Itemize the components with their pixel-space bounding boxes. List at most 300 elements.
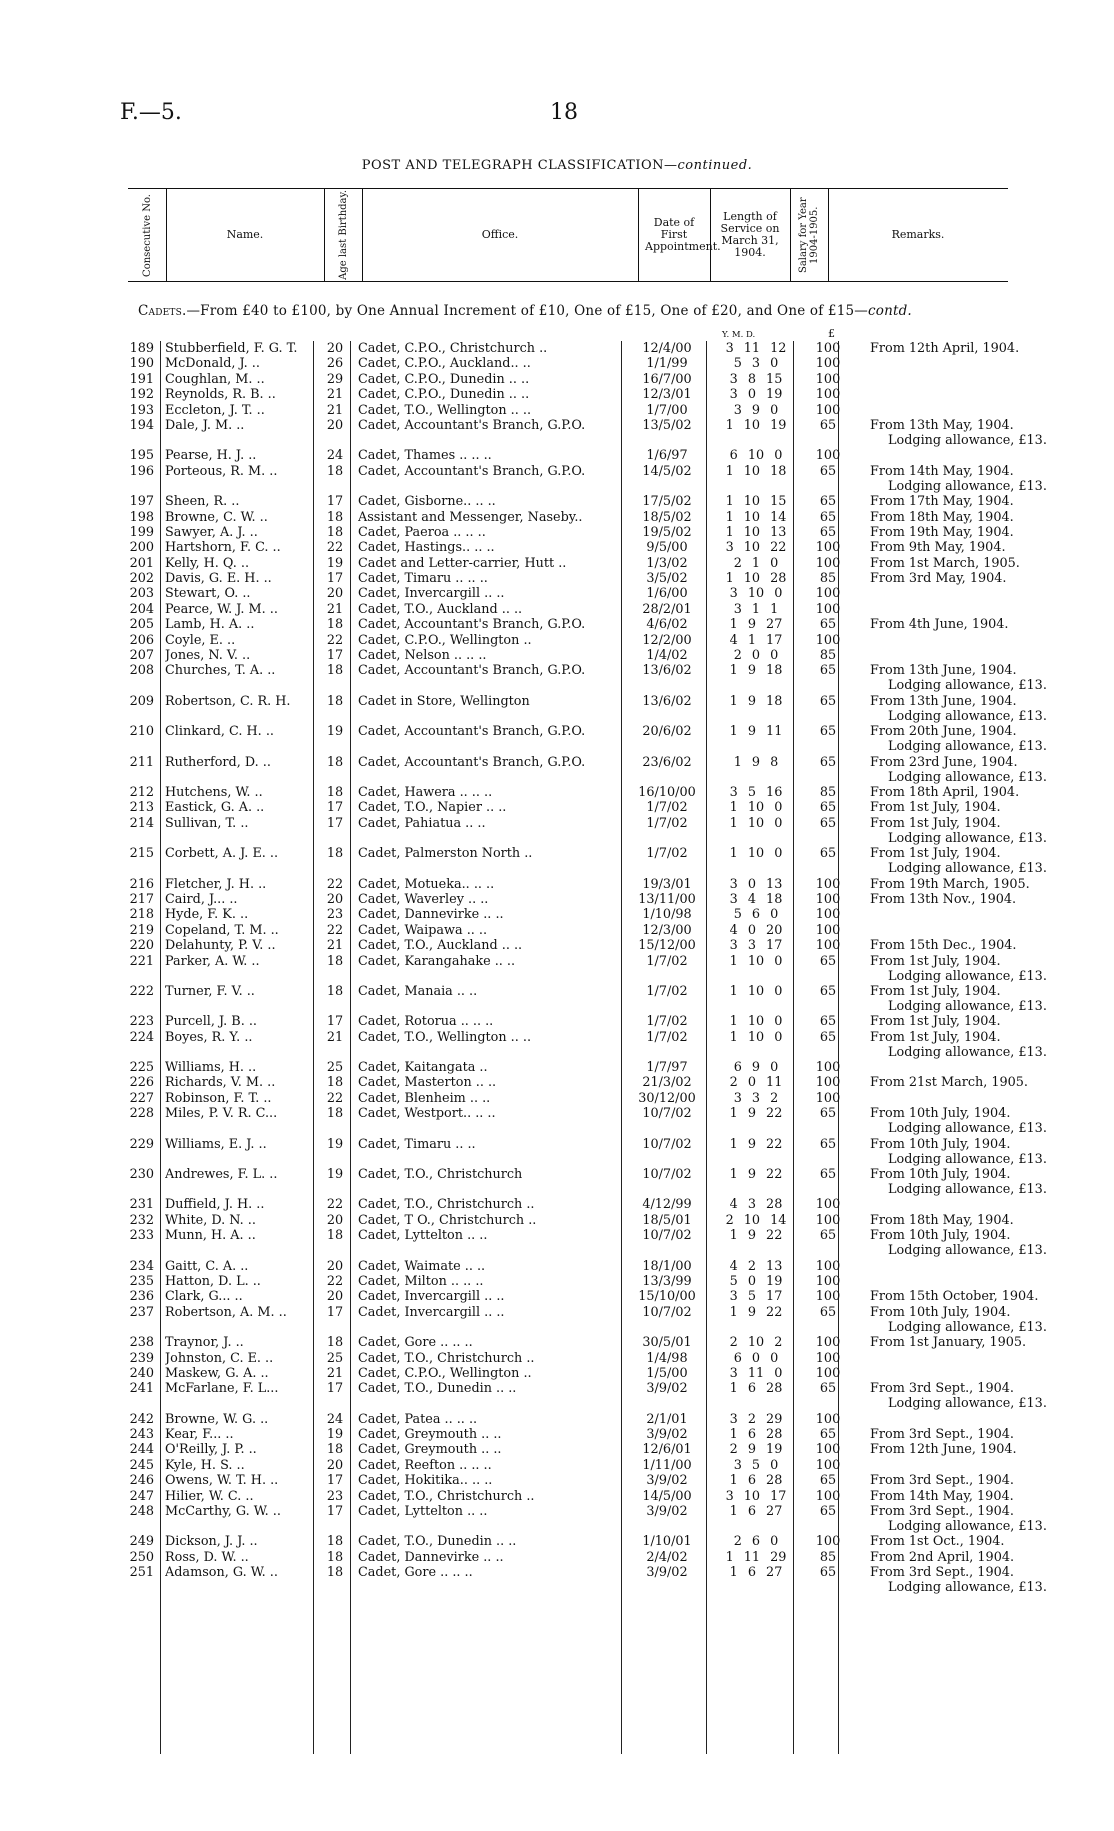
table-row xyxy=(118,1351,1018,1366)
cell-age: 22 xyxy=(326,922,344,938)
cell-date: 18/1/00 xyxy=(642,1258,692,1274)
cell-rem: From 13th June, 1904. xyxy=(870,663,1017,679)
cell-name: Delahunty, P. V. .. xyxy=(165,938,276,954)
cell-age: 24 xyxy=(326,1411,344,1427)
cell-rem: From 20th June, 1904. xyxy=(870,724,1017,740)
cell-name: Andrewes, F. L. .. xyxy=(165,1167,278,1183)
cell-date: 3/9/02 xyxy=(646,1504,688,1520)
cell-office: Cadet, Gore .. .. .. xyxy=(358,1565,473,1581)
table-row xyxy=(118,633,1018,648)
table-row xyxy=(118,448,1018,463)
cell-age: 21 xyxy=(326,938,344,954)
cell-office: Cadet, Dannevirke .. .. xyxy=(358,907,504,923)
cell-rem: From 17th May, 1904. xyxy=(870,494,1014,510)
cell-name: Robertson, C. R. H. xyxy=(165,693,291,709)
cell-date: 1/10/01 xyxy=(642,1534,692,1550)
cell-office: Cadet, Invercargill .. .. xyxy=(358,1304,505,1320)
cell-sal: 100 xyxy=(815,907,841,923)
table-row xyxy=(118,1106,1047,1137)
cell-len: 2 10 14 xyxy=(725,1212,787,1228)
cell-sal: 100 xyxy=(815,540,841,556)
cell-date: 4/12/99 xyxy=(642,1197,692,1213)
cell-office: Cadet, Timaru .. .. xyxy=(358,1136,476,1152)
cell-no: 240 xyxy=(129,1365,154,1381)
cell-office: Cadet, Blenheim .. .. xyxy=(358,1090,491,1106)
cell-date: 1/7/02 xyxy=(646,983,688,999)
table-row xyxy=(118,556,1018,571)
cell-len: 3 4 18 xyxy=(729,891,783,907)
cell-sal: 65 xyxy=(819,1014,837,1030)
cell-age: 18 xyxy=(326,463,344,479)
cell-name: Kelly, H. Q. .. xyxy=(165,555,250,571)
cell-office: Cadet, T O., Christchurch .. xyxy=(358,1212,537,1228)
cell-age: 21 xyxy=(326,387,344,403)
cell-age: 20 xyxy=(326,1258,344,1274)
cell-name: Ross, D. W. .. xyxy=(165,1549,249,1565)
cell-no: 232 xyxy=(129,1212,154,1228)
cell-office: Cadet, T.O., Dunedin .. .. xyxy=(358,1381,517,1397)
cell-len: 1 9 22 xyxy=(729,1228,783,1244)
cell-sal: 65 xyxy=(819,983,837,999)
cell-rem2: Lodging allowance, £13. xyxy=(888,968,1047,984)
cell-sal: 65 xyxy=(819,724,837,740)
table-row xyxy=(118,602,1018,617)
cell-name: Dickson, J. J. .. xyxy=(165,1534,258,1550)
cell-age: 20 xyxy=(326,891,344,907)
table-row xyxy=(118,1427,1018,1442)
cell-sal: 85 xyxy=(819,648,837,664)
cell-name: McDonald, J. .. xyxy=(165,356,260,372)
table-row xyxy=(118,417,1047,448)
cell-date: 1/7/02 xyxy=(646,953,688,969)
cell-len: 3 11 0 xyxy=(729,1365,783,1381)
cell-no: 224 xyxy=(129,1029,154,1045)
cell-rem2: Lodging allowance, £13. xyxy=(888,1396,1047,1412)
cell-office: Cadet, C.P.O., Dunedin .. .. xyxy=(358,387,530,403)
cell-len: 3 5 17 xyxy=(729,1289,783,1305)
cell-no: 200 xyxy=(129,540,154,556)
page-title xyxy=(0,158,1114,173)
cell-age: 22 xyxy=(326,632,344,648)
cell-age: 17 xyxy=(326,1504,344,1520)
table-row xyxy=(118,1335,1027,1351)
cell-date: 1/7/97 xyxy=(646,1060,688,1076)
cell-no: 221 xyxy=(129,953,154,969)
cell-no: 244 xyxy=(129,1442,154,1458)
cell-sal: 100 xyxy=(815,402,841,418)
table-row xyxy=(118,754,1047,785)
table-row xyxy=(118,356,1018,371)
cell-no: 234 xyxy=(129,1258,154,1274)
cell-no: 205 xyxy=(129,617,154,633)
cell-office: Cadet, C.P.O., Wellington .. xyxy=(358,632,532,648)
cell-office: Cadet, T.O., Christchurch .. xyxy=(358,1197,535,1213)
table-row xyxy=(118,1029,1047,1060)
cell-date: 21/3/02 xyxy=(642,1075,692,1091)
cell-rem2: Lodging allowance, £13. xyxy=(888,1182,1047,1198)
cell-sal: 100 xyxy=(815,1457,841,1473)
table-row xyxy=(118,1274,1018,1289)
table-row xyxy=(118,923,1018,938)
cell-no: 233 xyxy=(129,1228,154,1244)
cell-rem: From 23rd June, 1904. xyxy=(870,754,1018,770)
cell-name: Rutherford, D. .. xyxy=(165,754,271,770)
cell-office: Cadet, Thames .. .. .. xyxy=(358,448,492,464)
cell-rem2: Lodging allowance, £13. xyxy=(888,1151,1047,1167)
cell-date: 10/7/02 xyxy=(642,1106,692,1122)
cell-date: 18/5/02 xyxy=(642,509,692,525)
table-row xyxy=(118,876,1030,892)
cell-len: 6 0 0 xyxy=(733,1350,779,1366)
cell-office: Cadet, C.P.O., Dunedin .. .. xyxy=(358,371,530,387)
table-row xyxy=(118,1075,1028,1091)
section-cont: contd. xyxy=(867,303,912,319)
cell-no: 230 xyxy=(129,1167,154,1183)
table-row xyxy=(118,724,1047,755)
cell-no: 248 xyxy=(129,1504,154,1520)
cell-sal: 65 xyxy=(819,617,837,633)
cell-sal: 65 xyxy=(819,417,837,433)
table-row xyxy=(118,1167,1047,1198)
table-row xyxy=(118,540,1018,555)
cell-office: Cadet, Hawera .. .. .. xyxy=(358,784,493,800)
cell-sal: 65 xyxy=(819,1304,837,1320)
cell-age: 17 xyxy=(326,1473,344,1489)
cell-age: 20 xyxy=(326,341,344,356)
cell-rem: From 13th June, 1904. xyxy=(870,693,1017,709)
table-row xyxy=(118,1534,1018,1549)
cell-rem: From 12th April, 1904. xyxy=(870,341,1020,356)
cell-name: Robertson, A. M. .. xyxy=(165,1304,287,1320)
table-row xyxy=(118,387,1018,402)
cell-rem: From 1st July, 1904. xyxy=(870,1014,1001,1030)
cell-office: Cadet and Letter-carrier, Hutt .. xyxy=(358,555,567,571)
cell-no: 231 xyxy=(129,1197,154,1213)
cell-date: 13/11/00 xyxy=(638,891,696,907)
cell-name: Browne, W. G. .. xyxy=(165,1411,269,1427)
cell-rem: From 18th April, 1904. xyxy=(870,784,1020,800)
cell-age: 19 xyxy=(326,724,344,740)
cell-office: Cadet, Lyttelton .. .. xyxy=(358,1504,488,1520)
cell-name: Boyes, R. Y. .. xyxy=(165,1029,253,1045)
cell-no: 250 xyxy=(129,1549,154,1565)
cell-date: 3/9/02 xyxy=(646,1427,688,1443)
cell-date: 15/12/00 xyxy=(638,938,696,954)
cell-sal: 100 xyxy=(815,1273,841,1289)
cell-date: 14/5/00 xyxy=(642,1488,692,1504)
cell-rem: From 1st January, 1905. xyxy=(870,1335,1027,1351)
table-row xyxy=(118,1014,1018,1029)
cell-sal: 65 xyxy=(819,693,837,709)
cell-age: 18 xyxy=(326,1075,344,1091)
cell-rem: From 13th May, 1904. xyxy=(870,417,1014,433)
cell-date: 1/11/00 xyxy=(642,1457,692,1473)
cell-office: Cadet, Hastings.. .. .. xyxy=(358,540,495,556)
cell-age: 22 xyxy=(326,1273,344,1289)
table-row xyxy=(118,1504,1047,1535)
cell-len: 5 0 19 xyxy=(729,1273,783,1289)
cell-age: 17 xyxy=(326,815,344,831)
cell-len: 3 3 17 xyxy=(729,938,783,954)
table-row xyxy=(118,815,1047,846)
cell-rem2: Lodging allowance, £13. xyxy=(888,1044,1047,1060)
cell-rem: From 18th May, 1904. xyxy=(870,509,1014,525)
cell-date: 3/9/02 xyxy=(646,1565,688,1581)
cell-rem: From 10th July, 1904. xyxy=(870,1136,1011,1152)
cell-name: Gaitt, C. A. .. xyxy=(165,1258,249,1274)
cell-no: 228 xyxy=(129,1106,154,1122)
cell-age: 21 xyxy=(326,1029,344,1045)
title-continued: —continued. xyxy=(664,158,753,173)
cell-sal: 100 xyxy=(815,876,841,892)
cell-name: Sawyer, A. J. .. xyxy=(165,524,258,540)
title-main: POST AND TELEGRAPH CLASSIFICATION xyxy=(361,158,665,173)
cell-sal: 100 xyxy=(815,922,841,938)
cell-no: 210 xyxy=(129,724,154,740)
cell-age: 18 xyxy=(326,509,344,525)
cell-rem2: Lodging allowance, £13. xyxy=(888,1580,1047,1596)
col-salary: Salary for Year 1904-1905. xyxy=(790,189,829,281)
cell-name: Jones, N. V. .. xyxy=(165,648,251,664)
cell-age: 18 xyxy=(326,1335,344,1351)
cell-rem: From 1st July, 1904. xyxy=(870,815,1001,831)
cell-no: 211 xyxy=(129,754,154,770)
table-row xyxy=(118,892,1018,907)
cell-date: 1/4/02 xyxy=(646,648,688,664)
cell-date: 4/6/02 xyxy=(646,617,688,633)
cell-name: Fletcher, J. H. .. xyxy=(165,876,267,892)
cell-rem: From 12th June, 1904. xyxy=(870,1442,1017,1458)
cell-len: 1 10 0 xyxy=(729,983,783,999)
cell-age: 18 xyxy=(326,1549,344,1565)
cell-name: O'Reilly, J. P. .. xyxy=(165,1442,257,1458)
cell-no: 236 xyxy=(129,1289,154,1305)
cell-office: Cadet, Patea .. .. .. xyxy=(358,1411,478,1427)
cell-no: 212 xyxy=(129,784,154,800)
cell-rem: From 2nd April, 1904. xyxy=(870,1549,1015,1565)
table-row xyxy=(118,341,1018,356)
cell-age: 20 xyxy=(326,1457,344,1473)
cell-age: 24 xyxy=(326,448,344,464)
cell-len: 1 9 27 xyxy=(729,617,783,633)
cell-sal: 65 xyxy=(819,1427,837,1443)
cell-len: 3 2 29 xyxy=(729,1411,783,1427)
cell-rem2: Lodging allowance, £13. xyxy=(888,432,1047,448)
cell-office: Cadet, C.P.O., Christchurch .. xyxy=(358,341,548,356)
cell-rem: From 1st Oct., 1904. xyxy=(870,1534,1005,1550)
cell-age: 18 xyxy=(326,524,344,540)
table-row xyxy=(118,1091,1018,1106)
cell-sal: 100 xyxy=(815,1488,841,1504)
cell-len: 5 6 0 xyxy=(733,907,779,923)
cell-name: Robinson, F. T. .. xyxy=(165,1090,272,1106)
cell-len: 6 10 0 xyxy=(729,448,783,464)
cell-date: 17/5/02 xyxy=(642,494,692,510)
table-row xyxy=(118,1213,1018,1228)
cell-len: 3 9 0 xyxy=(733,402,779,418)
cell-sal: 100 xyxy=(815,891,841,907)
cell-age: 25 xyxy=(326,1060,344,1076)
table-row xyxy=(118,693,1047,724)
cell-name: Miles, P. V. R. C... xyxy=(165,1106,278,1122)
cell-name: Richards, V. M. .. xyxy=(165,1075,276,1091)
cell-date: 12/6/01 xyxy=(642,1442,692,1458)
cell-no: 207 xyxy=(129,648,154,664)
table-row xyxy=(118,463,1047,494)
cell-len: 1 9 18 xyxy=(729,693,783,709)
cell-len: 1 9 11 xyxy=(729,724,783,740)
cell-no: 235 xyxy=(129,1273,154,1289)
units-ymd: Y. M. D. xyxy=(722,330,756,340)
cell-sal: 100 xyxy=(815,601,841,617)
cell-name: Sullivan, T. .. xyxy=(165,815,249,831)
cell-rem: From 1st July, 1904. xyxy=(870,953,1001,969)
page-code: F.—5. xyxy=(120,100,182,125)
cell-len: 3 10 17 xyxy=(725,1488,787,1504)
cell-no: 222 xyxy=(129,983,154,999)
cell-no: 247 xyxy=(129,1488,154,1504)
table-row xyxy=(118,1473,1018,1488)
cell-no: 191 xyxy=(129,371,154,387)
cell-len: 1 10 0 xyxy=(729,1029,783,1045)
cell-office: Cadet, T.O., Christchurch .. xyxy=(358,1488,535,1504)
cell-date: 10/7/02 xyxy=(642,1228,692,1244)
cell-date: 18/5/01 xyxy=(642,1212,692,1228)
cell-len: 1 10 0 xyxy=(729,800,783,816)
cell-age: 19 xyxy=(326,1136,344,1152)
cell-no: 194 xyxy=(129,417,154,433)
cell-no: 190 xyxy=(129,356,154,372)
cell-len: 2 0 11 xyxy=(729,1075,783,1091)
cell-date: 13/5/02 xyxy=(642,417,692,433)
cell-office: Cadet, Accountant's Branch, G.P.O. xyxy=(358,724,586,740)
table-row xyxy=(118,1366,1018,1381)
table-row xyxy=(118,953,1047,984)
table-row xyxy=(118,1289,1039,1305)
cell-name: Kear, F... .. xyxy=(165,1427,234,1443)
cell-name: Hatton, D. L. .. xyxy=(165,1273,261,1289)
cell-name: Copeland, T. M. .. xyxy=(165,922,279,938)
cell-rem: From 15th Dec., 1904. xyxy=(870,938,1017,954)
cell-len: 3 8 15 xyxy=(729,371,783,387)
table-row xyxy=(118,1458,1018,1473)
cell-len: 1 9 22 xyxy=(729,1106,783,1122)
cell-date: 15/10/00 xyxy=(638,1289,696,1305)
cell-age: 19 xyxy=(326,555,344,571)
cell-name: Parker, A. W. .. xyxy=(165,953,260,969)
table-row xyxy=(118,1442,1018,1457)
units-pound: £ xyxy=(828,327,835,340)
table-row xyxy=(118,648,1018,663)
cell-date: 1/7/02 xyxy=(646,1014,688,1030)
cell-office: Cadet, T.O., Wellington .. .. xyxy=(358,1029,532,1045)
cell-no: 218 xyxy=(129,907,154,923)
cell-office: Assistant and Messenger, Naseby.. xyxy=(358,509,583,525)
cell-date: 1/7/02 xyxy=(646,815,688,831)
cell-no: 219 xyxy=(129,922,154,938)
cell-date: 3/9/02 xyxy=(646,1381,688,1397)
cell-date: 1/10/98 xyxy=(642,907,692,923)
cell-rem: From 1st July, 1904. xyxy=(870,983,1001,999)
cell-rem: From 1st July, 1904. xyxy=(870,1029,1001,1045)
cell-rem: From 19th May, 1904. xyxy=(870,524,1014,540)
cell-age: 18 xyxy=(326,846,344,862)
cell-name: Clark, G... .. xyxy=(165,1289,243,1305)
table-row xyxy=(118,1060,1018,1075)
cell-age: 17 xyxy=(326,1381,344,1397)
table-row xyxy=(118,1259,1018,1274)
cell-age: 26 xyxy=(326,356,344,372)
table-row xyxy=(118,525,1018,540)
cell-no: 238 xyxy=(129,1335,154,1351)
cell-rem2: Lodging allowance, £13. xyxy=(888,861,1047,877)
cell-rem2: Lodging allowance, £13. xyxy=(888,1243,1047,1259)
cell-sal: 100 xyxy=(815,1258,841,1274)
cell-len: 1 9 22 xyxy=(729,1304,783,1320)
cell-no: 203 xyxy=(129,586,154,602)
cell-sal: 65 xyxy=(819,509,837,525)
cell-sal: 100 xyxy=(815,1442,841,1458)
cell-no: 199 xyxy=(129,524,154,540)
cell-office: Cadet, Accountant's Branch, G.P.O. xyxy=(358,754,586,770)
cell-len: 2 9 19 xyxy=(729,1442,783,1458)
cell-sal: 65 xyxy=(819,846,837,862)
cell-no: 214 xyxy=(129,815,154,831)
table-row xyxy=(118,1197,1018,1212)
cell-age: 18 xyxy=(326,1106,344,1122)
table-row xyxy=(118,403,1018,418)
table-row xyxy=(118,494,1018,509)
cell-office: Cadet, T.O., Christchurch .. xyxy=(358,1350,535,1366)
cell-name: Corbett, A. J. E. .. xyxy=(165,846,279,862)
cell-age: 29 xyxy=(326,371,344,387)
cell-office: Cadet, Pahiatua .. .. xyxy=(358,815,486,831)
cell-date: 10/7/02 xyxy=(642,1304,692,1320)
cell-age: 18 xyxy=(326,1228,344,1244)
cell-no: 249 xyxy=(129,1534,154,1550)
cell-date: 1/3/02 xyxy=(646,555,688,571)
cell-len: 6 9 0 xyxy=(733,1060,779,1076)
cell-sal: 65 xyxy=(819,524,837,540)
cell-name: Dale, J. M. .. xyxy=(165,417,245,433)
col-age: Age last Birthday. xyxy=(324,189,363,281)
table-row xyxy=(118,1565,1047,1596)
cell-len: 1 9 22 xyxy=(729,1167,783,1183)
cell-rem: From 3rd Sept., 1904. xyxy=(870,1473,1014,1489)
cell-age: 19 xyxy=(326,1427,344,1443)
cell-no: 225 xyxy=(129,1060,154,1076)
cell-name: Adamson, G. W. .. xyxy=(165,1565,278,1581)
cell-name: McCarthy, G. W. .. xyxy=(165,1504,281,1520)
cell-no: 239 xyxy=(129,1350,154,1366)
cell-len: 1 6 27 xyxy=(729,1565,783,1581)
col-office: Office. xyxy=(362,189,639,281)
table-row xyxy=(118,617,1018,632)
cell-name: Pearce, W. J. M. .. xyxy=(165,601,278,617)
cell-age: 22 xyxy=(326,1090,344,1106)
cell-len: 1 6 28 xyxy=(729,1473,783,1489)
cell-date: 13/6/02 xyxy=(642,663,692,679)
cell-office: Cadet, Gisborne.. .. .. xyxy=(358,494,496,510)
cell-rem: From 10th July, 1904. xyxy=(870,1167,1011,1183)
cell-sal: 100 xyxy=(815,1075,841,1091)
cell-age: 22 xyxy=(326,876,344,892)
cell-office: Cadet, Palmerston North .. xyxy=(358,846,533,862)
cell-sal: 65 xyxy=(819,1504,837,1520)
cell-rem: From 3rd Sept., 1904. xyxy=(870,1381,1014,1397)
cell-len: 3 10 22 xyxy=(725,540,787,556)
cell-date: 1/4/98 xyxy=(646,1350,688,1366)
